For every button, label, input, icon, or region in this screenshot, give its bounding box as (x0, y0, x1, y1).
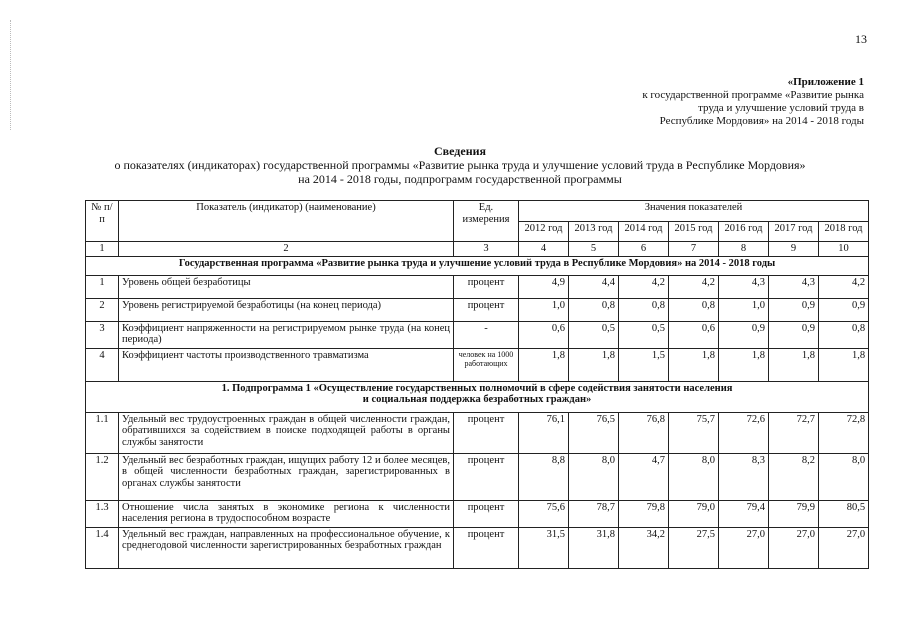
row-value: 4,2 (619, 275, 669, 298)
row-value: 1,8 (719, 348, 769, 381)
column-number: 5 (569, 242, 619, 257)
row-value: 4,2 (669, 275, 719, 298)
table-row (86, 321, 869, 348)
row-value: 75,7 (669, 412, 719, 453)
header-unit: Ед. измерения (454, 201, 519, 242)
section-row-subprogram-1 (86, 381, 869, 412)
appendix-line: труда и улучшение условий труда в (698, 102, 864, 114)
row-value: 0,8 (569, 298, 619, 321)
appendix-line: к государственной программе «Развитие рынка (642, 89, 864, 101)
row-value: 0,5 (619, 321, 669, 348)
row-value: 27,0 (719, 527, 769, 568)
section-row-program (86, 256, 869, 275)
table-row (86, 298, 869, 321)
section-title: Государственная программа «Развитие рынка труда и улучшение условий труда в Республике Мордовия» на 2014 - 2018 годы (86, 256, 869, 275)
column-number: 6 (619, 242, 669, 257)
row-value: 1,5 (619, 348, 669, 381)
column-number: 2 (119, 242, 454, 257)
column-numbers-row (86, 242, 869, 257)
row-indicator: Уровень общей безработицы (119, 275, 454, 298)
row-value: 8,0 (569, 453, 619, 500)
row-value: 0,6 (519, 321, 569, 348)
margin-dotted-line (10, 20, 11, 130)
row-unit: процент (454, 527, 519, 568)
heading-title: Сведения (433, 144, 487, 158)
row-value: 1,0 (719, 298, 769, 321)
header-values-group: Значения показателей (519, 201, 869, 222)
row-value: 27,0 (769, 527, 819, 568)
column-number: 8 (719, 242, 769, 257)
row-value: 1,8 (569, 348, 619, 381)
row-value: 79,8 (619, 500, 669, 527)
table-header-row (86, 201, 869, 222)
row-num: 1.2 (86, 453, 119, 500)
row-value: 31,8 (569, 527, 619, 568)
column-number: 10 (819, 242, 869, 257)
table-row (86, 500, 869, 527)
heading-line: о показателях (индикаторах) государственной программы «Развитие рынка труда и улучшение условий труда в Республике Мордовия» (114, 158, 806, 172)
header-year: 2013 год (569, 221, 619, 242)
row-value: 76,1 (519, 412, 569, 453)
header-year: 2014 год (619, 221, 669, 242)
header-indicator: Показатель (индикатор) (наименование) (119, 201, 454, 242)
row-num: 1.1 (86, 412, 119, 453)
appendix-block (564, 76, 864, 128)
row-num: 4 (86, 348, 119, 381)
row-value: 79,0 (669, 500, 719, 527)
row-indicator: Уровень регистрируемой безработицы (на конец периода) (119, 298, 454, 321)
row-value: 79,9 (769, 500, 819, 527)
row-value: 0,6 (669, 321, 719, 348)
column-number: 1 (86, 242, 119, 257)
row-value: 72,8 (819, 412, 869, 453)
row-value: 34,2 (619, 527, 669, 568)
heading-line: на 2014 - 2018 годы, подпрограмм государственной программы (298, 172, 622, 186)
row-value: 8,3 (719, 453, 769, 500)
table-row (86, 348, 869, 381)
row-unit: процент (454, 500, 519, 527)
row-value: 4,7 (619, 453, 669, 500)
appendix-line: Республике Мордовия» на 2014 - 2018 годы (659, 115, 864, 127)
appendix-title: «Приложение 1 (787, 76, 864, 88)
row-indicator: Отношение числа занятых в экономике региона к численности населения региона в трудоспособном возрасте (119, 500, 454, 527)
section-title (86, 381, 869, 412)
table-row (86, 412, 869, 453)
row-value: 72,6 (719, 412, 769, 453)
header-year: 2018 год (819, 221, 869, 242)
row-value: 0,9 (719, 321, 769, 348)
row-value: 80,5 (819, 500, 869, 527)
row-value: 0,9 (769, 298, 819, 321)
table-row (86, 275, 869, 298)
row-value: 0,9 (819, 298, 869, 321)
row-value: 78,7 (569, 500, 619, 527)
page-number: 13 (855, 32, 867, 46)
row-value: 8,8 (519, 453, 569, 500)
row-value: 76,8 (619, 412, 669, 453)
row-value: 0,8 (669, 298, 719, 321)
row-value: 4,3 (719, 275, 769, 298)
row-unit: процент (454, 412, 519, 453)
row-indicator: Удельный вес граждан, направленных на профессиональное обучение, к среднегодовой численности зарегистрированных безработных граждан (119, 527, 454, 568)
row-value: 72,7 (769, 412, 819, 453)
table-row (86, 453, 869, 500)
row-value: 8,2 (769, 453, 819, 500)
row-num: 2 (86, 298, 119, 321)
row-value: 4,3 (769, 275, 819, 298)
header-year: 2012 год (519, 221, 569, 242)
column-number: 3 (454, 242, 519, 257)
row-value: 0,8 (819, 321, 869, 348)
table-row (86, 527, 869, 568)
column-number: 9 (769, 242, 819, 257)
row-num: 1.3 (86, 500, 119, 527)
row-value: 27,5 (669, 527, 719, 568)
row-value: 1,8 (769, 348, 819, 381)
row-indicator: Удельный вес трудоустроенных граждан в общей численности граждан, обратившихся за содействием в поиске подходящей работы в органы службы занятости (119, 412, 454, 453)
header-num: № п/п (86, 201, 119, 242)
row-value: 31,5 (519, 527, 569, 568)
row-indicator: Удельный вес безработных граждан, ищущих работу 12 и более месяцев, в общей численности безработных граждан, зарегистрированных в органах службы занятости (119, 453, 454, 500)
row-unit: процент (454, 453, 519, 500)
row-num: 3 (86, 321, 119, 348)
row-value: 1,0 (519, 298, 569, 321)
row-value: 0,9 (769, 321, 819, 348)
column-number: 7 (669, 242, 719, 257)
row-unit: - (454, 321, 519, 348)
row-num: 1 (86, 275, 119, 298)
section-title-line: 1. Подпрограмма 1 «Осуществление государственных полномочий в сфере содействия занятости населения (221, 382, 733, 394)
row-unit: процент (454, 275, 519, 298)
row-value: 4,9 (519, 275, 569, 298)
row-value: 8,0 (669, 453, 719, 500)
row-value: 76,5 (569, 412, 619, 453)
indicators-table (85, 200, 869, 569)
row-num: 1.4 (86, 527, 119, 568)
row-indicator: Коэффициент частоты производственного травматизма (119, 348, 454, 381)
row-value: 4,2 (819, 275, 869, 298)
section-title-line: и социальная поддержка безработных граждан» (362, 394, 592, 405)
row-value: 8,0 (819, 453, 869, 500)
row-value: 4,4 (569, 275, 619, 298)
row-unit: процент (454, 298, 519, 321)
header-year: 2016 год (719, 221, 769, 242)
document-heading (40, 144, 880, 186)
row-value: 1,8 (519, 348, 569, 381)
row-value: 1,8 (819, 348, 869, 381)
row-value: 0,5 (569, 321, 619, 348)
column-number: 4 (519, 242, 569, 257)
header-year: 2015 год (669, 221, 719, 242)
row-value: 79,4 (719, 500, 769, 527)
row-value: 27,0 (819, 527, 869, 568)
row-indicator: Коэффициент напряженности на регистрируемом рынке труда (на конец периода) (119, 321, 454, 348)
header-year: 2017 год (769, 221, 819, 242)
row-value: 75,6 (519, 500, 569, 527)
row-unit: человек на 1000 работающих (454, 348, 519, 381)
row-value: 1,8 (669, 348, 719, 381)
row-value: 0,8 (619, 298, 669, 321)
